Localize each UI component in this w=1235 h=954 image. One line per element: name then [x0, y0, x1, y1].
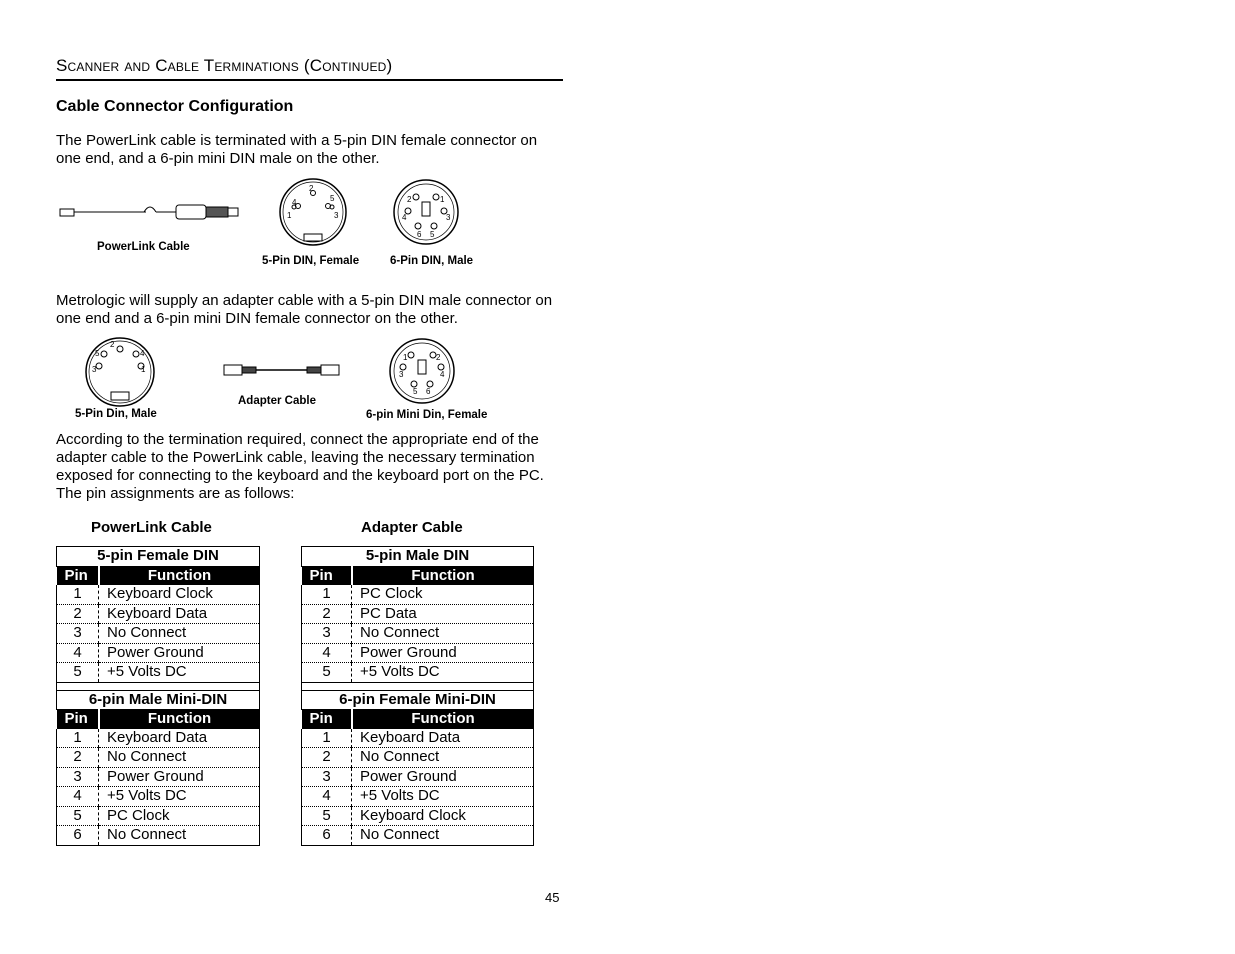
caption-five-pin-male: 5-Pin Din, Male: [75, 408, 157, 420]
pin-label: 3: [92, 365, 97, 374]
caption-powerlink-cable: PowerLink Cable: [97, 241, 190, 253]
function-cell: +5 Volts DC: [99, 663, 260, 683]
function-header: Function: [99, 710, 260, 729]
caption-adapter-cable: Adapter Cable: [238, 395, 316, 407]
function-cell: PC Clock: [99, 806, 260, 826]
section-heading: Cable Connector Configuration: [56, 98, 294, 115]
pin-label: 5: [413, 387, 418, 396]
paragraph-1: The PowerLink cable is terminated with a 5-pin DIN female connector on one end, and a 6-pin mini DIN male on the other.: [56, 132, 538, 167]
pin-cell: 3: [302, 767, 352, 787]
table-title: 6-pin Male Mini-DIN: [57, 690, 260, 710]
function-cell: Keyboard Data: [352, 729, 534, 748]
table-title: 6-pin Female Mini-DIN: [302, 690, 534, 710]
function-cell: Power Ground: [352, 643, 534, 663]
pin-label: 4: [402, 213, 407, 222]
pin-label: 2: [407, 195, 412, 204]
adapter-pin-table: [301, 546, 534, 846]
table-row: [302, 787, 534, 807]
function-cell: Keyboard Clock: [99, 585, 260, 604]
function-cell: Power Ground: [99, 643, 260, 663]
pin-cell: 3: [57, 767, 99, 787]
pin-cell: 4: [302, 787, 352, 807]
column-title-adapter: Adapter Cable: [361, 519, 463, 536]
pin-cell: 5: [302, 806, 352, 826]
table-title: 5-pin Male DIN: [302, 547, 534, 567]
pin-cell: 4: [57, 643, 99, 663]
caption-five-pin-female: 5-Pin DIN, Female: [262, 255, 360, 267]
function-cell: No Connect: [99, 748, 260, 768]
table-row: [57, 663, 260, 683]
powerlink-cable-illustration: [56, 196, 246, 232]
adapter-cable-illustration: [223, 362, 341, 378]
pin-label: 5: [95, 349, 100, 358]
pin-cell: 1: [302, 729, 352, 748]
six-pin-mini-din-female-illustration: [388, 337, 456, 405]
table-row: [57, 787, 260, 807]
pin-label: 2: [110, 340, 115, 349]
pin-cell: 5: [302, 663, 352, 683]
pin-cell: 3: [302, 624, 352, 644]
pin-label: 4: [140, 349, 145, 358]
function-cell: +5 Volts DC: [352, 663, 534, 683]
table-row: [57, 748, 260, 768]
pin-label: 3: [399, 370, 404, 379]
six-pin-din-male-illustration: [392, 178, 460, 246]
function-cell: No Connect: [99, 826, 260, 846]
table-row: [302, 585, 534, 604]
table-row: [302, 663, 534, 683]
table-row: [302, 624, 534, 644]
five-pin-din-male-illustration: [84, 336, 156, 408]
pin-cell: 2: [57, 604, 99, 624]
pin-cell: 1: [57, 729, 99, 748]
table-title: 5-pin Female DIN: [57, 547, 260, 567]
function-cell: +5 Volts DC: [99, 787, 260, 807]
pin-label: 6: [426, 387, 431, 396]
pin-header: Pin: [57, 710, 99, 729]
pin-label: 1: [403, 353, 408, 362]
page-number: 45: [545, 890, 560, 905]
table-row: [302, 826, 534, 846]
table-row: [57, 826, 260, 846]
function-cell: Keyboard Clock: [352, 806, 534, 826]
pin-label: 4: [292, 198, 297, 207]
function-cell: PC Data: [352, 604, 534, 624]
pin-cell: 1: [302, 585, 352, 604]
paragraph-2: Metrologic will supply an adapter cable with a 5-pin DIN male connector on one end and a 6-pin mini DIN female connector on the other.: [56, 292, 553, 327]
table-row: [57, 806, 260, 826]
table-row: [302, 604, 534, 624]
table-row: [302, 806, 534, 826]
table-row: [57, 585, 260, 604]
table-row: [302, 643, 534, 663]
caption-six-pin-mini-female: 6-pin Mini Din, Female: [366, 409, 488, 421]
table-row: [57, 643, 260, 663]
pin-header: Pin: [57, 566, 99, 585]
function-cell: No Connect: [352, 826, 534, 846]
function-header: Function: [352, 566, 534, 585]
pin-label: 5: [330, 194, 335, 203]
column-title-powerlink: PowerLink Cable: [91, 519, 212, 536]
pin-label: 2: [309, 184, 314, 193]
table-row: [302, 729, 534, 748]
pin-cell: 2: [57, 748, 99, 768]
paragraph-3: According to the termination required, connect the appropriate end of the adapter cable to the PowerLink cable, leaving the necessary termination exposed for connecting to the keyboard and the keyboard port on the PC. The pin assignments are as follows:: [56, 431, 544, 502]
pin-cell: 6: [302, 826, 352, 846]
pin-label: 3: [446, 213, 451, 222]
pin-label: 4: [440, 370, 445, 379]
function-cell: Keyboard Data: [99, 729, 260, 748]
pin-label: 3: [334, 211, 339, 220]
table-row: [57, 624, 260, 644]
function-header: Function: [352, 710, 534, 729]
table-row: [57, 767, 260, 787]
table-row: [57, 604, 260, 624]
pin-cell: 3: [57, 624, 99, 644]
table-row: [302, 748, 534, 768]
pin-cell: 4: [302, 643, 352, 663]
function-cell: PC Clock: [352, 585, 534, 604]
pin-label: 1: [287, 211, 292, 220]
function-cell: Power Ground: [99, 767, 260, 787]
function-cell: No Connect: [352, 624, 534, 644]
pin-cell: 4: [57, 787, 99, 807]
function-cell: No Connect: [352, 748, 534, 768]
header-rule: [56, 79, 563, 81]
pin-label: 1: [141, 365, 146, 374]
table-row: [57, 729, 260, 748]
five-pin-din-female-illustration: [276, 177, 350, 247]
function-cell: Power Ground: [352, 767, 534, 787]
pin-cell: 2: [302, 748, 352, 768]
table-row: [302, 767, 534, 787]
caption-six-pin-male: 6-Pin DIN, Male: [390, 255, 474, 267]
pin-cell: 6: [57, 826, 99, 846]
pin-label: 5: [430, 230, 435, 239]
pin-header: Pin: [302, 566, 352, 585]
function-cell: No Connect: [99, 624, 260, 644]
powerlink-pin-table: [56, 546, 260, 846]
pin-cell: 5: [57, 663, 99, 683]
function-header: Function: [99, 566, 260, 585]
pin-label: 1: [440, 195, 445, 204]
function-cell: +5 Volts DC: [352, 787, 534, 807]
pin-cell: 5: [57, 806, 99, 826]
pin-label: 6: [417, 230, 422, 239]
pin-cell: 2: [302, 604, 352, 624]
page-header-title: Scanner and Cable Terminations (Continued): [56, 56, 393, 75]
pin-label: 2: [436, 353, 441, 362]
pin-cell: 1: [57, 585, 99, 604]
function-cell: Keyboard Data: [99, 604, 260, 624]
pin-header: Pin: [302, 710, 352, 729]
